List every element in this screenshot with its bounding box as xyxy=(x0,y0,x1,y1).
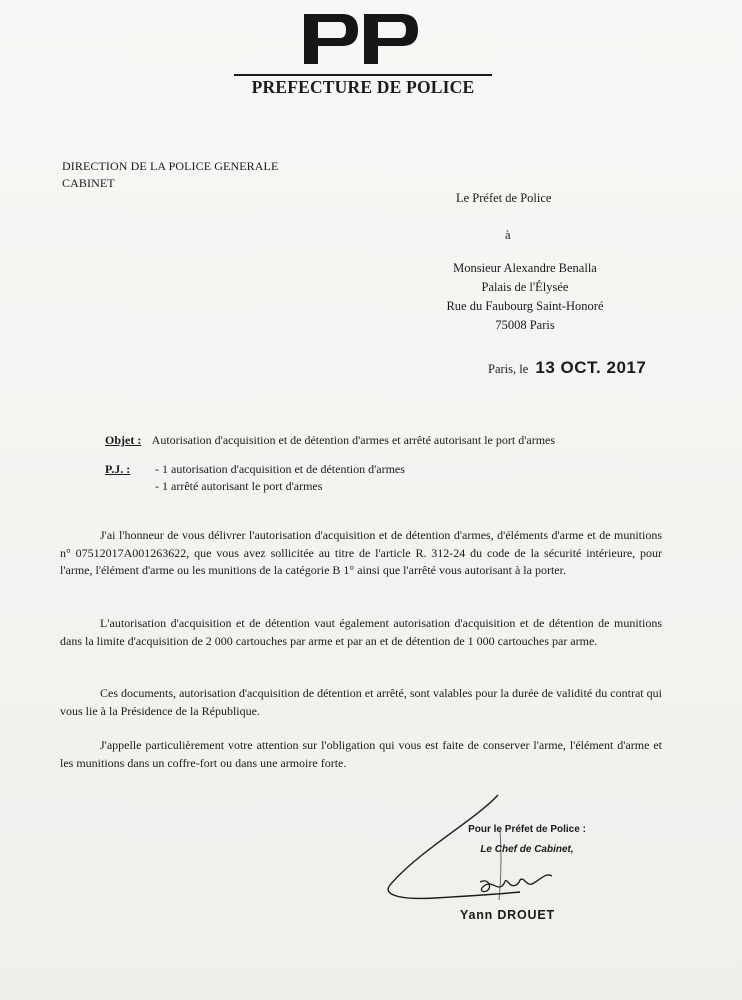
date-line xyxy=(488,358,646,378)
subject-text: Autorisation d'acquisition et de détention d'armes et arrêté autorisant le port d'armes xyxy=(151,433,556,447)
recipient-city: 75008 Paris xyxy=(495,318,555,332)
date-prefix: Paris, le xyxy=(488,362,529,376)
body-text: L'autorisation d'acquisition et de détention vaut également autorisation d'acquisition et de détention de munitions dans la limite d'acquisition de 2 000 cartouches par arme et par an et de détention de 1 000 cartouches par arme. xyxy=(60,616,662,648)
subject-label: Objet : xyxy=(105,433,142,447)
body-paragraph xyxy=(60,615,662,650)
recipient-street: Rue du Faubourg Saint-Honoré xyxy=(446,299,604,313)
department-line: DIRECTION DE LA POLICE GENERALE xyxy=(62,159,279,173)
signature-line: Pour le Préfet de Police : xyxy=(468,824,586,835)
attachment-item: - 1 arrêté autorisant le port d'armes xyxy=(155,479,323,493)
body-paragraph xyxy=(60,737,662,772)
attachments xyxy=(105,461,405,495)
sender: Le Préfet de Police xyxy=(456,191,552,205)
body-paragraph xyxy=(60,685,662,720)
recipient-address xyxy=(420,259,630,335)
to-word: à xyxy=(505,228,511,242)
recipient-line: Palais de l'Élysée xyxy=(481,280,569,294)
attachment-item: - 1 autorisation d'acquisition et de détention d'armes xyxy=(155,462,405,476)
department-block xyxy=(62,158,278,192)
body-text: J'appelle particulièrement votre attention sur l'obligation qui vous est faite de conserver l'arme, l'élément d'arme et les munitions dans un coffre-fort ou dans une armoire forte. xyxy=(60,738,662,770)
pp-logo-icon xyxy=(296,8,426,70)
signature-title xyxy=(462,820,592,860)
body-paragraph xyxy=(60,527,662,580)
signer-name: Yann DROUET xyxy=(460,908,555,922)
signature-line: Le Chef de Cabinet, xyxy=(480,844,574,855)
attachments-label: P.J. : xyxy=(105,462,131,476)
subject-line xyxy=(105,433,555,448)
body-text: Ces documents, autorisation d'acquisition de détention et arrêté, sont valables pour la durée de validité du contrat qui vous lie à la Présidence de la République. xyxy=(60,686,662,718)
date-stamp: 13 OCT. 2017 xyxy=(535,358,647,377)
body-text: J'ai l'honneur de vous délivrer l'autorisation d'acquisition et de détention d'armes, d'éléments d'arme et de munitions n° 07512017A001263622, que vous avez sollicitée au titre de l'article R. 312-24 du code de la sécurité intérieure, pour l'arme, l'élément d'arme ou les munitions de la catégorie B 1° ainsi que l'arrêté vous autorisant à la porter. xyxy=(60,528,662,577)
prefecture-logo xyxy=(296,8,426,70)
department-line: CABINET xyxy=(62,176,115,190)
institution-name: PREFECTURE DE POLICE xyxy=(234,74,492,98)
recipient-name: Monsieur Alexandre Benalla xyxy=(453,261,597,275)
